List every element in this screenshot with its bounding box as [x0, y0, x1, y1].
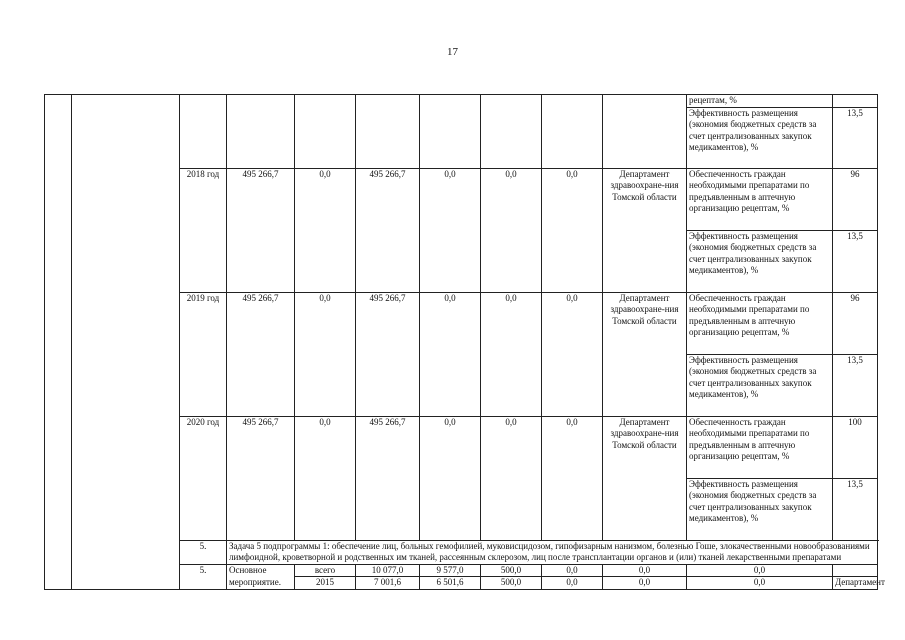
federal-cell: 9 577,0: [420, 564, 481, 577]
measure-number: 5.: [180, 564, 227, 589]
executor-cell: Департамент здравоохране-ния Томской области: [603, 416, 687, 540]
indicator-value: 13,5: [833, 107, 878, 168]
local-cell: 0,0: [420, 292, 481, 416]
other-cell: 0,0: [542, 168, 603, 292]
indicator-value: 13,5: [833, 230, 878, 292]
regional-cell: 500,0: [481, 577, 542, 590]
indicator-cell: Обеспеченность граждан необходимыми препаратами по предъявленным в аптечную организацию рецептам, %: [687, 168, 833, 230]
measure-name-cell: [72, 95, 180, 590]
number-cell: [45, 95, 72, 590]
other-cell: 0,0: [542, 416, 603, 540]
other-cell: 0,0: [542, 292, 603, 416]
page-number: 17: [447, 46, 458, 58]
task-number: 5.: [180, 540, 227, 564]
task-description: Задача 5 подпрограммы 1: обеспечение лиц, больных гемофилией, муковисцидозом, гипофизарным нанизмом, болезнью Гоше, злокачественными новообразованиями лимфоидной, кроветворной и родственных им тканей, рассеянным склерозом, лиц после трансплантации органов и (или) тканей лекарственными препаратами: [227, 540, 878, 564]
indicator-cell: Обеспеченность граждан необходимыми препаратами по предъявленным в аптечную организацию рецептам, %: [687, 416, 833, 478]
federal-cell: 0,0: [295, 292, 356, 416]
total-cell: 495 266,7: [227, 292, 295, 416]
total-cell: 7 001,6: [356, 577, 420, 590]
regional-cell: 495 266,7: [356, 416, 420, 540]
extra-cell: 0,0: [481, 168, 542, 292]
measure-name-line2: мероприятие.: [227, 577, 295, 590]
other-cell: 0,0: [687, 564, 833, 577]
indicator-cell: Эффективность размещения (экономия бюджетных средств за счет централизованных закупок медикаментов), %: [687, 107, 833, 168]
year-cell: 2019 год: [180, 292, 227, 416]
other-cell: 0,0: [687, 577, 833, 590]
total-cell: 495 266,7: [227, 416, 295, 540]
indicator-value: 13,5: [833, 478, 878, 540]
regional-cell: 495 266,7: [356, 168, 420, 292]
extra-cell: 0,0: [481, 292, 542, 416]
executor-cell: Департамент: [833, 577, 878, 590]
indicator-cell: Эффективность размещения (экономия бюджетных средств за счет централизованных закупок медикаментов), %: [687, 478, 833, 540]
measure-name-line1: Основное: [227, 564, 295, 577]
executor-cell: Департамент здравоохране-ния Томской области: [603, 168, 687, 292]
indicator-value: 100: [833, 416, 878, 478]
local-cell: 0,0: [420, 168, 481, 292]
extra-cell: 0,0: [481, 416, 542, 540]
year-cell: всего: [295, 564, 356, 577]
indicator-value: 13,5: [833, 354, 878, 416]
extra-cell: 0,0: [603, 577, 687, 590]
indicator-cell: Обеспеченность граждан необходимыми препаратами по предъявленным в аптечную организацию рецептам, %: [687, 292, 833, 354]
indicator-cell: Эффективность размещения (экономия бюджетных средств за счет централизованных закупок медикаментов), %: [687, 230, 833, 292]
total-cell: 10 077,0: [356, 564, 420, 577]
federal-cell: 0,0: [295, 168, 356, 292]
local-cell: 0,0: [542, 577, 603, 590]
extra-cell: 0,0: [603, 564, 687, 577]
federal-cell: 0,0: [295, 416, 356, 540]
federal-cell: 6 501,6: [420, 577, 481, 590]
program-table: [44, 94, 885, 590]
year-cell: 2018 год: [180, 168, 227, 292]
indicator-value: 96: [833, 292, 878, 354]
indicator-cell: Эффективность размещения (экономия бюджетных средств за счет централизованных закупок медикаментов), %: [687, 354, 833, 416]
local-cell: 0,0: [420, 416, 481, 540]
regional-cell: 495 266,7: [356, 292, 420, 416]
local-cell: 0,0: [542, 564, 603, 577]
executor-cell: Департамент здравоохране-ния Томской области: [603, 292, 687, 416]
indicator-value: 96: [833, 168, 878, 230]
regional-cell: 500,0: [481, 564, 542, 577]
year-cell: 2015: [295, 577, 356, 590]
year-cell: 2020 год: [180, 416, 227, 540]
total-cell: 495 266,7: [227, 168, 295, 292]
indicator-cell: рецептам, %: [687, 95, 833, 108]
table-row: [45, 95, 878, 108]
